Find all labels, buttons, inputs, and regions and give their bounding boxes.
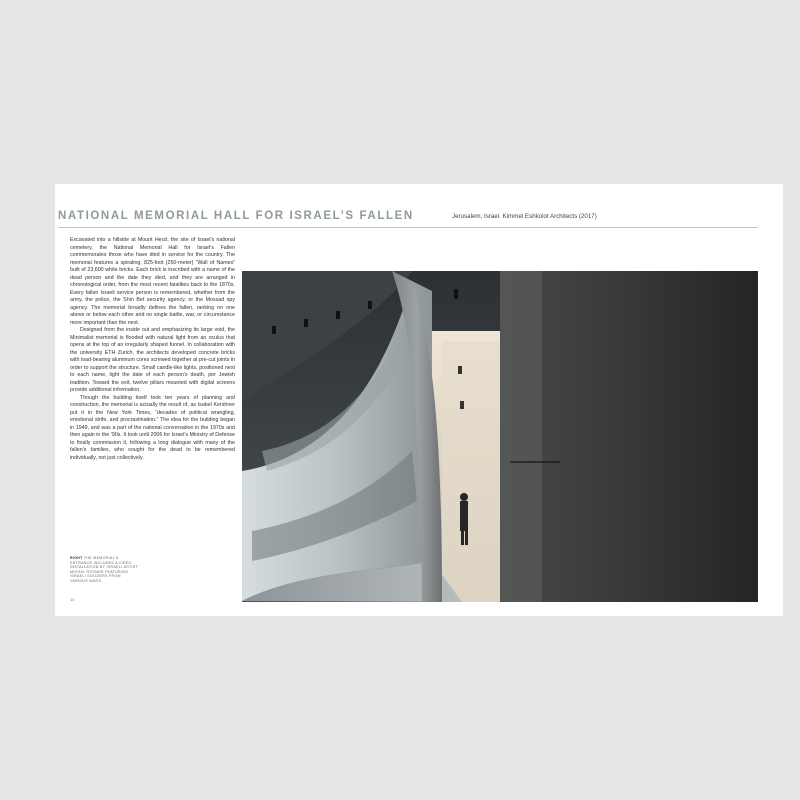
paragraph-1: Excavated into a hillside at Mount Herzl, the site of Israel’s national cemetery, the National Memorial Hall for Israel’s Fallen commemorates those who have died in service for the country. The memorial features a spiraling, 825-foot (250-meter) “Wall of Names” built of 23,600 white bricks. Each brick is inscribed with a name of the dead person and the date they died, and they are arranged in chronological order, from the most recent fatalities back to the 1870s. Every fallen Israeli service person is remembered, whether from the army, the police, the Shin Bet security agency, or the Mossad spy agency. The memorial broadly defines the fallen, ranking no one above or below each other and no single battle, war, or circumstance more important than the next.	[70, 237, 235, 326]
memorial-photo-illustration	[242, 271, 758, 602]
photo-caption	[70, 556, 140, 584]
body-text-column	[70, 237, 235, 462]
caption-label: RIGHT	[70, 556, 83, 560]
paragraph-2: Designed from the inside out and emphasizing its large void, the Minimalist memorial is flooded with natural light from an oculus that opens at the top of an irregularly shaped funnel. In collaboration with the university ETH Zurich, the architects developed concrete bricks with load-bearing aluminum cores screwed together at pre-cut joints in order to support the structure. Small candle-like lights, positioned next to each name, light the date of each person’s death, per Jewish tradition. Toward the exit, twelve pillars mounted with digital screens provide additional information.	[70, 327, 235, 393]
page-number: 10	[70, 597, 75, 602]
memorial-photo	[242, 271, 758, 602]
paragraph-3: Though the building itself took ten years of planning and construction, the memorial is actually the result of, as Isabel Kershner put it in the New York Times, “decades of political wrangling, emotional strife, and procrastination.” The idea for the building began in 1949, and was a part of the national conversation in the 1970s and then again in the ’90s. It took until 2006 for Israel’s Ministry of Defense to finally commission it, following a long dialogue with many of the fallen’s families, who sought for the dead to be remembered individually, not just collectively.	[70, 394, 235, 461]
chapter-title: NATIONAL MEMORIAL HALL FOR ISRAEL’S FALLEN	[58, 210, 414, 222]
header-rule	[58, 227, 758, 228]
caption-text: THE MEMORIAL'S ENTRANCE INCLUDES A VIDEO INSTALLATION BY ISRAELI ARTIST MICHAL ROVNER FEATURING ISRAELI SOLDIERS FROM VARIOUS WARS.	[70, 556, 138, 583]
location-credit: Jerusalem, Israel. Kimmel Eshkolot Architects (2017)	[452, 213, 597, 220]
